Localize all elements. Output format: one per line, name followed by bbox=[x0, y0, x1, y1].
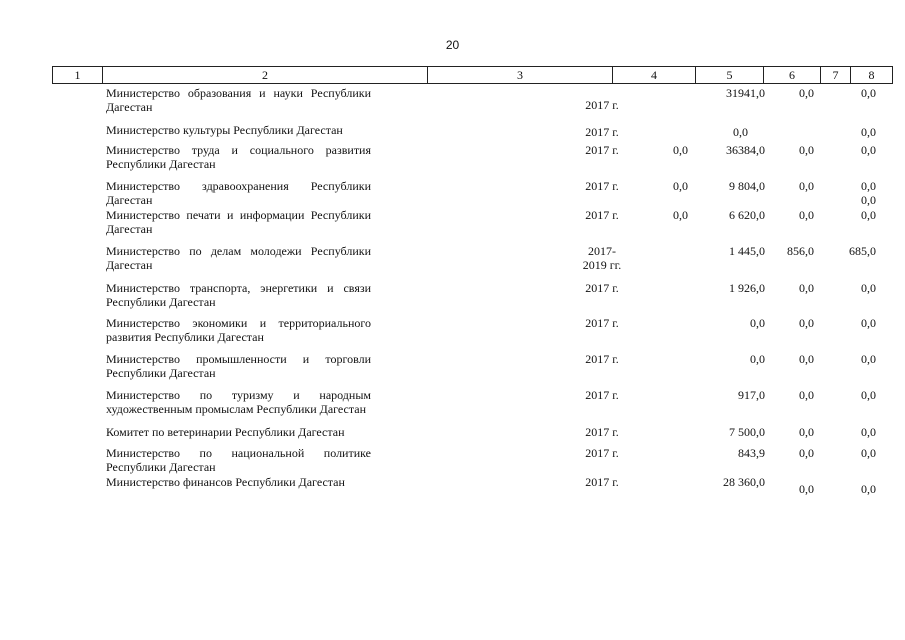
value-col8: 0,0 bbox=[861, 281, 876, 295]
value-col6: 28 360,0 bbox=[723, 475, 765, 489]
value-col8: 0,0 bbox=[861, 388, 876, 402]
column-header-7: 7 bbox=[821, 67, 851, 83]
value-col7: 0,0 bbox=[799, 179, 814, 193]
year-cell: 2017 г. bbox=[585, 281, 619, 295]
value-col7: 0,0 bbox=[799, 446, 814, 460]
year-line2: 2019 гг. bbox=[582, 258, 622, 272]
ministry-name: Министерство здравоохранения Республики Дагестан bbox=[106, 179, 371, 207]
ministry-name: Комитет по ветеринарии Республики Дагестан bbox=[106, 425, 345, 439]
value-col7: 856,0 bbox=[787, 244, 814, 258]
value-col7: 0,0 bbox=[799, 425, 814, 439]
value-col6: 0,0 bbox=[733, 125, 748, 139]
value-col8-line1: 0,0 bbox=[861, 179, 876, 193]
value-col8: 0,0 bbox=[861, 316, 876, 330]
year-cell: 2017 г. bbox=[585, 208, 619, 222]
value-col6: 0,0 bbox=[750, 352, 765, 366]
column-header-8: 8 bbox=[851, 67, 893, 83]
year-cell bbox=[562, 244, 642, 272]
value-col7: 0,0 bbox=[799, 352, 814, 366]
value-col8: 0,0 bbox=[861, 86, 876, 100]
value-col7: 0,0 bbox=[799, 316, 814, 330]
value-col6: 9 804,0 bbox=[729, 179, 765, 193]
ministry-name: Министерство финансов Республики Дагестан bbox=[106, 475, 345, 489]
value-col7: 0,0 bbox=[799, 143, 814, 157]
value-col6: 843,9 bbox=[738, 446, 765, 460]
column-header-3: 3 bbox=[428, 67, 613, 83]
year-cell: 2017 г. bbox=[585, 475, 619, 489]
column-header-5: 5 bbox=[696, 67, 764, 83]
value-col6: 917,0 bbox=[738, 388, 765, 402]
page-number: 20 bbox=[445, 38, 460, 52]
ministry-name: Министерство по туризму и народным художественным промыслам Республики Дагестан bbox=[106, 388, 371, 416]
value-col8: 0,0 bbox=[861, 143, 876, 157]
value-col5: 0,0 bbox=[673, 143, 688, 157]
ministry-name: Министерство печати и информации Республики Дагестан bbox=[106, 208, 371, 236]
ministry-name: Министерство промышленности и торговли Республики Дагестан bbox=[106, 352, 371, 380]
ministry-name: Министерство по национальной политике Республики Дагестан bbox=[106, 446, 371, 474]
value-col8: 0,0 bbox=[861, 425, 876, 439]
year-cell: 2017 г. bbox=[585, 98, 619, 112]
column-header-2: 2 bbox=[103, 67, 428, 83]
value-col6: 1 445,0 bbox=[729, 244, 765, 258]
column-header-4: 4 bbox=[613, 67, 696, 83]
ministry-name: Министерство культуры Республики Дагестан bbox=[106, 123, 343, 137]
value-col8: 0,0 bbox=[861, 208, 876, 222]
value-col8 bbox=[838, 179, 876, 207]
year-cell: 2017 г. bbox=[585, 352, 619, 366]
ministry-name: Министерство экономики и территориального развития Республики Дагестан bbox=[106, 316, 371, 344]
value-col8: 0,0 bbox=[861, 482, 876, 496]
year-cell: 2017 г. bbox=[585, 446, 619, 460]
ministry-name: Министерство образования и науки Республики Дагестан bbox=[106, 86, 371, 114]
year-cell: 2017 г. bbox=[585, 425, 619, 439]
table-header bbox=[52, 66, 893, 84]
value-col6: 0,0 bbox=[750, 316, 765, 330]
year-cell: 2017 г. bbox=[585, 316, 619, 330]
value-col6: 36384,0 bbox=[726, 143, 765, 157]
value-col6: 1 926,0 bbox=[729, 281, 765, 295]
value-col5: 0,0 bbox=[673, 179, 688, 193]
value-col8-line2: 0,0 bbox=[861, 193, 876, 207]
value-col8: 685,0 bbox=[849, 244, 876, 258]
year-cell: 2017 г. bbox=[585, 143, 619, 157]
year-cell: 2017 г. bbox=[585, 388, 619, 402]
column-header-1: 1 bbox=[53, 67, 103, 83]
ministry-name: Министерство по делам молодежи Республики Дагестан bbox=[106, 244, 371, 272]
year-cell: 2017 г. bbox=[585, 125, 619, 139]
value-col8: 0,0 bbox=[861, 352, 876, 366]
ministry-name: Министерство транспорта, энергетики и связи Республики Дагестан bbox=[106, 281, 371, 309]
value-col8: 0,0 bbox=[861, 446, 876, 460]
year-line1: 2017- bbox=[588, 244, 616, 258]
value-col5: 0,0 bbox=[673, 208, 688, 222]
value-col7: 0,0 bbox=[799, 482, 814, 496]
value-col6: 7 500,0 bbox=[729, 425, 765, 439]
column-header-6: 6 bbox=[764, 67, 821, 83]
value-col7: 0,0 bbox=[799, 388, 814, 402]
value-col7: 0,0 bbox=[799, 86, 814, 100]
value-col6: 31941,0 bbox=[726, 86, 765, 100]
value-col8: 0,0 bbox=[861, 125, 876, 139]
year-cell: 2017 г. bbox=[585, 179, 619, 193]
value-col6: 6 620,0 bbox=[729, 208, 765, 222]
value-col7: 0,0 bbox=[799, 208, 814, 222]
value-col7: 0,0 bbox=[799, 281, 814, 295]
ministry-name: Министерство труда и социального развития Республики Дагестан bbox=[106, 143, 371, 171]
